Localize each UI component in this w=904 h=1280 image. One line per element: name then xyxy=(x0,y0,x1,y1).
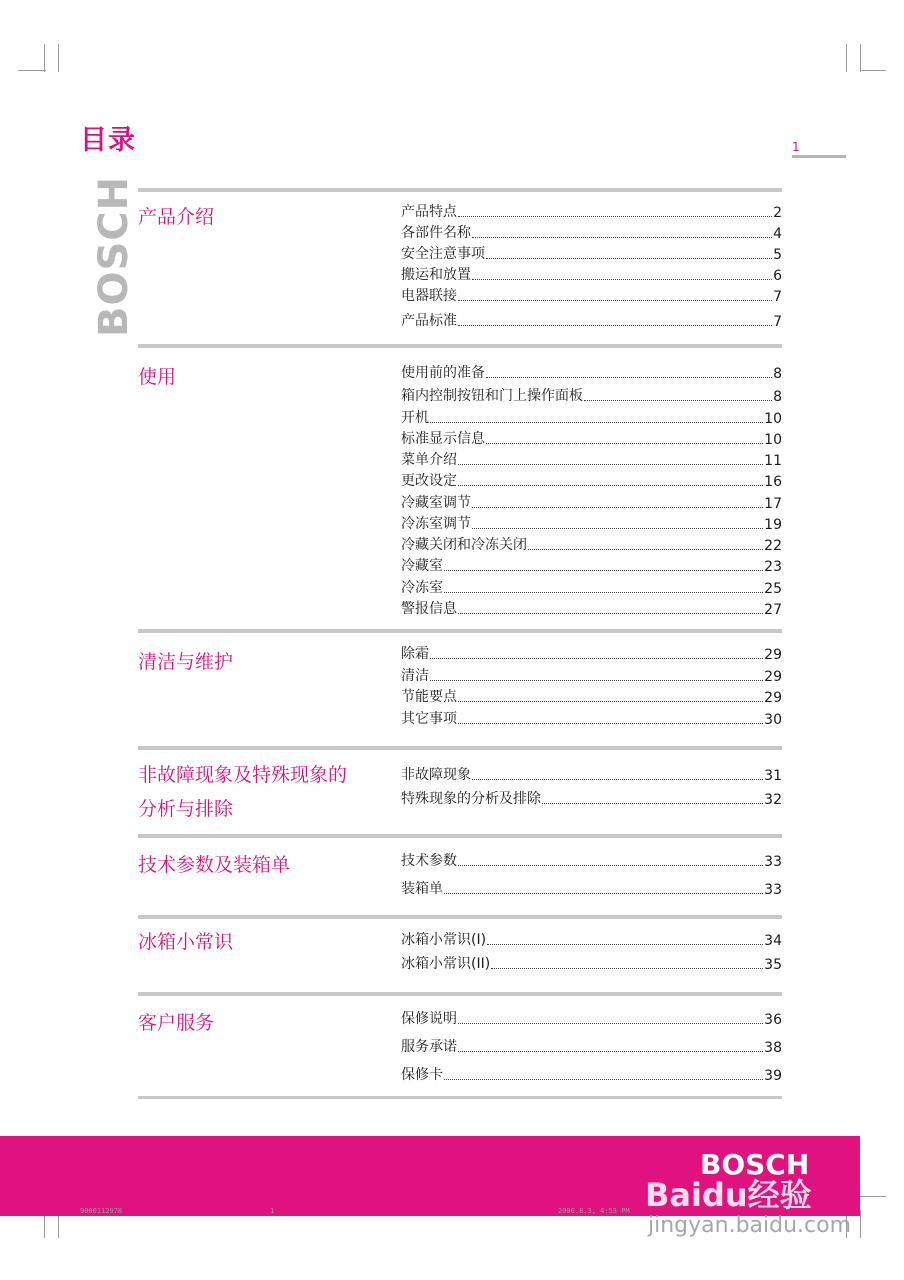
toc-leader-dots xyxy=(458,613,763,614)
toc-entry-label: 产品标准 xyxy=(401,313,457,329)
toc-entry[interactable] xyxy=(401,428,782,448)
toc-leader-dots xyxy=(458,1023,763,1024)
section-title xyxy=(138,200,214,234)
toc-entry-label: 冷冻室调节 xyxy=(401,516,471,532)
section-title-line: 清洁与维护 xyxy=(138,651,234,673)
toc-entry-page: 4 xyxy=(773,226,782,242)
toc-entry[interactable] xyxy=(401,513,782,533)
toc-leader-dots xyxy=(458,300,772,301)
toc-entry[interactable] xyxy=(401,643,782,663)
toc-entry-page: 32 xyxy=(764,792,782,808)
toc-entry[interactable] xyxy=(401,385,782,405)
toc-entry-label: 装箱单 xyxy=(401,881,443,897)
page-number: 1 xyxy=(792,140,800,154)
toc-entry-page: 6 xyxy=(773,268,782,284)
toc-entry[interactable] xyxy=(401,555,782,575)
toc-entry-page: 5 xyxy=(773,247,782,263)
crop-mark xyxy=(44,44,45,72)
print-code: 9000112978 xyxy=(80,1207,123,1215)
toc-entry-label: 冷藏室调节 xyxy=(401,495,471,511)
toc-entry[interactable] xyxy=(401,222,782,242)
crop-mark xyxy=(18,70,46,71)
toc-entry-page: 36 xyxy=(764,1012,782,1028)
toc-entry-page: 23 xyxy=(764,559,782,575)
section-title-line: 冰箱小常识 xyxy=(138,931,234,953)
toc-entry-page: 31 xyxy=(764,768,782,784)
toc-section xyxy=(138,629,782,728)
toc-section xyxy=(138,344,782,618)
toc-entry-label: 安全注意事项 xyxy=(401,246,485,262)
toc-entry-label: 冷冻室 xyxy=(401,580,443,596)
toc-entry-page: 8 xyxy=(773,366,782,382)
toc-entry-label: 冰箱小常识(I) xyxy=(401,932,487,948)
toc-entry-label: 技术参数 xyxy=(401,853,457,869)
toc-entry[interactable] xyxy=(401,285,782,305)
toc-entry-label: 标准显示信息 xyxy=(401,431,485,447)
crop-mark xyxy=(58,44,59,72)
toc-entry[interactable] xyxy=(401,1064,782,1084)
section-title-line: 分析与排除 xyxy=(138,798,234,820)
toc-end-rule xyxy=(138,1096,782,1099)
toc-entry-page: 8 xyxy=(773,389,782,405)
toc-leader-dots xyxy=(458,216,772,217)
toc-entry[interactable] xyxy=(401,310,782,330)
toc-entry-page: 27 xyxy=(764,602,782,618)
toc-entry-page: 25 xyxy=(764,581,782,597)
crop-mark xyxy=(860,1210,861,1238)
toc-entry[interactable] xyxy=(401,764,782,784)
toc-leader-dots xyxy=(487,944,763,945)
page-title: 目录 xyxy=(80,125,136,156)
toc-entry[interactable] xyxy=(401,264,782,284)
section-title xyxy=(138,848,290,882)
toc-section xyxy=(138,834,782,898)
toc-entry[interactable] xyxy=(401,1036,782,1056)
toc-leader-dots xyxy=(444,592,763,593)
toc-leader-dots xyxy=(486,258,772,259)
toc-section xyxy=(138,992,782,1084)
toc-leader-dots xyxy=(458,325,772,326)
toc-entry[interactable] xyxy=(401,492,782,512)
toc-entry[interactable] xyxy=(401,598,782,618)
toc-entry[interactable] xyxy=(401,708,782,728)
toc-leader-dots xyxy=(472,237,772,238)
section-title xyxy=(138,1006,214,1040)
toc-entry-label: 保修说明 xyxy=(401,1011,457,1027)
section-title xyxy=(138,645,233,679)
toc-entry-page: 10 xyxy=(764,411,782,427)
toc-entry-label: 其它事项 xyxy=(401,711,457,727)
toc-entry-label: 清洁 xyxy=(401,668,429,684)
toc-entry-label: 电器联接 xyxy=(401,288,457,304)
baidu-watermark-url: jingyan.baidu.com xyxy=(648,1213,852,1238)
section-title-line: 客户服务 xyxy=(138,1012,215,1034)
toc-entry-page: 19 xyxy=(764,517,782,533)
toc-leader-dots xyxy=(472,279,772,280)
toc-entry-page: 29 xyxy=(764,647,782,663)
print-date: 2006.8.3, 4:53 PM xyxy=(558,1207,630,1215)
toc-entry-page: 10 xyxy=(764,432,782,448)
toc-entry-page: 2 xyxy=(773,205,782,221)
toc-leader-dots xyxy=(491,968,763,969)
toc-entry-page: 17 xyxy=(764,496,782,512)
toc-entry-label: 非故障现象 xyxy=(401,767,471,783)
baidu-watermark: Baidu经验 xyxy=(645,1176,812,1214)
toc-leader-dots xyxy=(486,377,772,378)
toc-entry[interactable] xyxy=(401,929,782,949)
toc-entry-label: 开机 xyxy=(401,410,429,426)
toc-section xyxy=(138,746,782,820)
toc-entry[interactable] xyxy=(401,665,782,685)
toc-leader-dots xyxy=(430,422,763,423)
toc-leader-dots xyxy=(458,723,763,724)
toc-entry-label: 服务承诺 xyxy=(401,1039,457,1055)
toc-entry[interactable] xyxy=(401,243,782,263)
toc-entry-label: 更改设定 xyxy=(401,473,457,489)
toc-entry-page: 34 xyxy=(764,933,782,949)
toc-entry-page: 16 xyxy=(764,474,782,490)
toc-entry[interactable] xyxy=(401,449,782,469)
toc-leader-dots xyxy=(458,485,763,486)
toc-entry-label: 菜单介绍 xyxy=(401,452,457,468)
toc-entry[interactable] xyxy=(401,878,782,898)
toc-leader-dots xyxy=(528,549,763,550)
toc-entry-page: 39 xyxy=(764,1068,782,1084)
toc-leader-dots xyxy=(430,658,763,659)
toc-entry[interactable] xyxy=(401,407,782,427)
toc-entry[interactable] xyxy=(401,577,782,597)
side-brand-logo: BOSCH xyxy=(91,175,137,337)
toc-entry-page: 29 xyxy=(764,690,782,706)
toc-entry[interactable] xyxy=(401,470,782,490)
toc-entry-page: 33 xyxy=(764,854,782,870)
toc-leader-dots xyxy=(458,865,763,866)
section-title-line: 使用 xyxy=(138,366,177,388)
toc-leader-dots xyxy=(584,400,772,401)
toc-section xyxy=(138,188,782,330)
toc-entry-page: 22 xyxy=(764,538,782,554)
toc-entry-label: 特殊现象的分析及排除 xyxy=(401,791,541,807)
toc-entry-label: 使用前的准备 xyxy=(401,365,485,381)
section-title-line: 产品介绍 xyxy=(138,206,215,228)
toc-leader-dots xyxy=(542,803,763,804)
toc-leader-dots xyxy=(458,701,763,702)
toc-leader-dots xyxy=(444,893,763,894)
toc-entry-page: 30 xyxy=(764,712,782,728)
toc-entry-label: 除霜 xyxy=(401,646,429,662)
toc-entry-label: 各部件名称 xyxy=(401,225,471,241)
crop-mark xyxy=(860,70,886,71)
toc-entry-page: 33 xyxy=(764,882,782,898)
toc-leader-dots xyxy=(472,528,763,529)
toc-entry[interactable] xyxy=(401,201,782,221)
toc-entry[interactable] xyxy=(401,788,782,808)
toc-entry-label: 产品特点 xyxy=(401,204,457,220)
page-number-rule xyxy=(792,155,846,158)
toc-entry[interactable] xyxy=(401,686,782,706)
toc-leader-dots xyxy=(486,443,763,444)
toc-section xyxy=(138,915,782,973)
toc-entry-page: 29 xyxy=(764,669,782,685)
toc-entry-label: 冷藏室 xyxy=(401,558,443,574)
toc-entry-label: 警报信息 xyxy=(401,601,457,617)
crop-mark xyxy=(846,44,847,72)
toc-entry-label: 箱内控制按钮和门上操作面板 xyxy=(401,388,583,404)
toc-entry-page: 35 xyxy=(764,957,782,973)
toc-entry-label: 冷藏关闭和冷冻关闭 xyxy=(401,537,527,553)
toc-entry-label: 搬运和放置 xyxy=(401,267,471,283)
toc-entry[interactable] xyxy=(401,534,782,554)
print-page: 1 xyxy=(270,1207,275,1215)
toc-entry-label: 冰箱小常识(II) xyxy=(401,956,491,972)
toc-leader-dots xyxy=(472,779,763,780)
toc-leader-dots xyxy=(458,1051,763,1052)
toc-leader-dots xyxy=(430,680,763,681)
toc-entry[interactable] xyxy=(401,850,782,870)
section-title xyxy=(138,360,176,394)
toc-entry-page: 7 xyxy=(773,289,782,305)
toc-leader-dots xyxy=(458,464,763,465)
toc-entry-label: 节能要点 xyxy=(401,689,457,705)
section-title-line: 技术参数及装箱单 xyxy=(138,854,291,876)
section-title xyxy=(138,758,347,826)
footer-brand-logo: BOSCH xyxy=(700,1148,810,1181)
toc-leader-dots xyxy=(444,570,763,571)
section-title xyxy=(138,925,233,959)
crop-mark xyxy=(860,44,861,72)
toc-leader-dots xyxy=(472,507,763,508)
toc-entry-page: 11 xyxy=(764,453,782,469)
toc-leader-dots xyxy=(444,1079,763,1080)
crop-mark xyxy=(860,1196,886,1197)
toc-entry-page: 7 xyxy=(773,314,782,330)
section-title-line: 非故障现象及特殊现象的 xyxy=(138,764,348,786)
toc-entry[interactable] xyxy=(401,953,782,973)
toc-entry-label: 保修卡 xyxy=(401,1067,443,1083)
toc-entry-page: 38 xyxy=(764,1040,782,1056)
toc-entry[interactable] xyxy=(401,1008,782,1028)
toc-entry[interactable] xyxy=(401,362,782,382)
